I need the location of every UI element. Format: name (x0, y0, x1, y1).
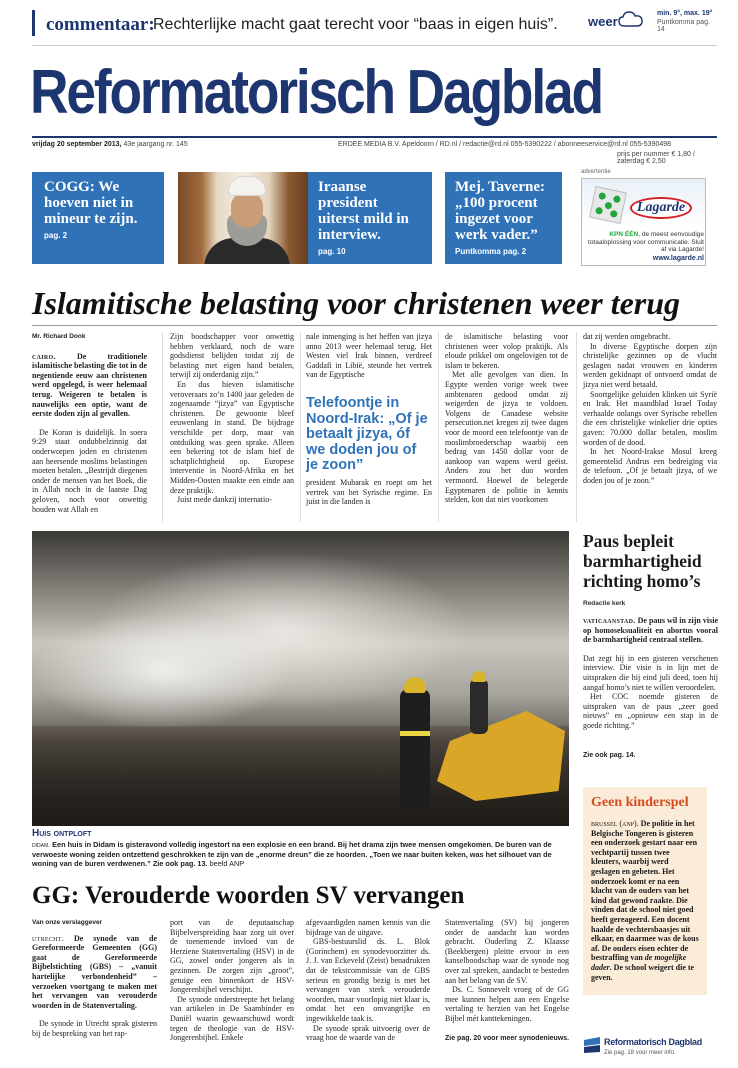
photo-helmet (472, 671, 486, 682)
article-column (445, 332, 568, 505)
article-paragraph: Met alle gevolgen van dien. In Egypte werden vorige week twee ambtenaren gedood omdat zij weigerden de jizya te voldoen. Volgens de Canadese website persecution.net kregen zij twee dagen voor de moord een telefoontje van de moslimbroederschap waarbij een bedrag van 1450 dollar voor de aankoop van wapens werd geëist. Anders zou het duo worden vermoord. Hoewel de belegerde Egyptenaren de politie in kennis stelden, kon dat niet voorkomen (445, 370, 568, 505)
article-column (445, 918, 569, 1024)
article-column (170, 332, 294, 505)
teaser-ref: Puntkomma pag. 2 (455, 247, 527, 256)
side-headline[interactable]: Paus bepleit barmhartigheid richting homo’s (583, 531, 702, 591)
advertisement[interactable] (581, 178, 706, 266)
article-column (32, 332, 147, 514)
second-headline[interactable]: GG: Verouderde woorden SV vervangen (32, 882, 465, 909)
photo-caption: didam. Een huis in Didam is gisteravond volledig ingestort na een explosie en een brand. Bij het drama zijn twee mensen omgekomen. De buren van de verwoeste woning zeiden ontzettend geschrokken te zijn van de „enorme dreun” die ze hoorden. „Toen we naar buiten keken, was het silhouet van de woning van de buren verdwenen.” Zie ook pag. 13. beeld ANP (32, 840, 552, 868)
teaser-headline: Mej. Taverne: „100 procent ingezet voor werk vader.” (455, 179, 545, 243)
ad-url[interactable]: www.lagarde.nl (652, 255, 704, 262)
issue-date: vrijdag 20 september 2013, 43e jaargang nr. 145 (32, 141, 188, 148)
teaser-headline: COGG: We hoeven niet in mineur te zijn. (44, 179, 138, 227)
column-rule (576, 332, 577, 522)
teaser-taverne[interactable] (445, 172, 562, 264)
weather-label: weer (588, 14, 618, 29)
article-paragraph: In diverse Egyptische dorpen zijn christelijke gezinnen op de vlucht geslagen nadat vrouwen en kinderen werden gekidnapt of ontvoerd omdat de jizya niet werd betaald. (583, 341, 717, 389)
sidebar-box-title: Geen kinderspel (591, 795, 689, 810)
article-paragraph: In het Noord-Irakse Mosul kreeg gemeentelid Andrus een bedreiging via de telefoon. „Of je betaalt jizya, of we doden jou of je zoon.” (583, 447, 717, 485)
article-column (306, 918, 430, 1043)
article-paragraph: Zijn boodschapper voor onwettig hebben verklaard, noch de ware godsdienst belijden totdat zij de belasting met eigen hand betalen, terwijl zij onderdanig zijn.” (170, 332, 294, 380)
price-info: prijs per nummer € 1,80 / zaterdag € 2,50 (617, 151, 695, 165)
divider (32, 45, 717, 46)
footer-logo-subtitle: Zie pag. 18 voor meer info. (604, 1050, 676, 1056)
president-photo[interactable] (178, 172, 308, 264)
article-paragraph: Juist mede dankzij internatio- (177, 495, 272, 505)
article-paragraph: De Koran is duidelijk. In soera 9:29 staat ondubbelzinnig dat onderworpen joden en christenen aan heersende moslims belastingen moeten betalen. „Bestrijdt diegenen onder de mensen van het Boek, die in Allah noch in de laatste Dag geloven, noch voor onwettig houden wat Allah en (32, 427, 147, 514)
byline: Mr. Richard Donk (32, 333, 86, 340)
dateline-bar (32, 136, 717, 165)
teaser-ref: pag. 2 (44, 231, 68, 240)
article-paragraph: Dat zegt hij in een gisteren verschenen interview. Die visie is in lijn met de uitspraken die hij eind juli deed, toen hij aangaf homo’s niet te willen veroordelen. (583, 653, 718, 692)
article-paragraph: Statenvertaling (SV) bij jongeren onder de aandacht kan worden gebracht. Ouderling Z. Klaasse (Beekbergen) pleitte ervoor in een kanselboodschap waar de synode nog over zal spreken, aandacht te besteden aan het belang van de SV. (445, 918, 569, 985)
article-lead: vaticaanstad. De paus wil in zijn visie op homoseksualiteit en abortus vooral de barmhartigheid centraal stellen. (583, 616, 718, 645)
teaser-iran[interactable] (308, 172, 432, 264)
column-rule (300, 332, 301, 522)
photo-reflective-stripe (400, 731, 430, 736)
weather-reference: Puntkomma pag. 14 (657, 19, 710, 33)
article-lead: cairo. De traditionele islamitische belasting die tot in de negentiende eeuw aan christenen werd opgelegd, is weer helemaal terug. Weigeren te betalen is nauwelijks een optie, want de eerste doden zijn al gevallen. (32, 351, 147, 419)
ad-logo: Lagarde (630, 197, 692, 219)
article-paragraph: GBS-bestuurslid ds. L. Blok (Gorinchem) en synodevoorzitter ds. J. J. van Eckeveld (Zeist) benadrukten dat de tekstcommissie van de GBS serieus en grondig bezig is met het vervangen van sterk verouderde woorden, maar voorlopig niet klaar is, omdat het een omvangrijke en ingewikkelde taak is. (306, 937, 430, 1023)
see-also-ref[interactable]: Zie ook pag. 14. (583, 752, 636, 759)
byline: Redactie kerk (583, 600, 626, 607)
article-paragraph: afgevaardigden namen kennis van die bijdrage van de uitgave. (306, 918, 430, 937)
article-column (583, 332, 717, 486)
news-photo-explosion[interactable] (32, 531, 569, 826)
commentary-link[interactable]: Rechterlijke macht gaat terecht voor “baas in eigen huis”. (153, 16, 558, 33)
masthead-title[interactable]: Reformatorisch Dagblad (30, 58, 602, 127)
see-also-ref[interactable]: Zie pag. 20 voor meer synodenieuws. (445, 1035, 570, 1042)
article-paragraph: port van de deputaatschap Bijbelverspreiding haar zorg uit over de toenemende invloed van de Herziene Statenvertaling (HSV) in de GG, zowel onder jongeren als in gezinnen. De zorgen zijn „groot”, getuige een binnenkort de HSV-Jongerenbijbel verschijnt. (170, 918, 294, 995)
photo-caption-title: Huis ontploft (32, 828, 92, 839)
dateline-rule (32, 136, 717, 138)
byline: Van onze verslaggever (32, 919, 103, 926)
article-paragraph: president Mubarak en roept om het vertrek van het Syrische regime. En juist in die landen is (306, 478, 432, 507)
sidebar-box-text: brussel (anp). De politie in het Belgische Tongeren is gisteren een onderzoek gestart naar een vechtpartij tussen twee kleuters, waarbij werd geslagen en gebeten. Het onderzoek komt er na een klacht van de ouders van het kind dat gewond raakte. Die vinden dat de school niet goed heeft gereageerd. Een docent haalde de vechtersbaasjes uit elkaar, en daarmee was de kous af. De ouders eisen echter de bestraffing van de mogelijke dader. De school weigert die te geven. (591, 819, 699, 982)
photo-turban (228, 176, 266, 196)
sidebar-box (583, 787, 707, 995)
teaser-headline: Iraanse president uiterst mild in interview. (318, 179, 409, 243)
article-paragraph: De synode sprak uitvoerig over de vraag hoe de waarde van de (306, 1023, 430, 1043)
dice-icon (589, 186, 627, 224)
teaser-cogg[interactable] (32, 172, 164, 264)
lead-headline[interactable]: Islamitische belasting voor christenen weer terug (32, 285, 681, 321)
article-paragraph: De synode in Utrecht sprak gisteren bij de bespreking van het rap- (32, 1019, 157, 1038)
footer-logo-title: Reformatorisch Dagblad (604, 1037, 702, 1047)
article-paragraph: nale inmenging is het heffen van jizya anno 2013 weer helemaal terug. Het Westen viel Irak binnen, verdreef Gaddafi in Libië, steunde het vertrek van de Egyptische (306, 332, 432, 380)
pull-quote: Telefoontje in Noord-Irak: „Of je betaalt jizya, óf we doden jou of je zoon” (306, 395, 428, 473)
top-bar (32, 6, 717, 40)
ad-text: KPN ÉÉN, de meest eenvoudige totaaloplossing voor communicatie. Sluit af via Lagarde! (588, 231, 704, 253)
weather-temperature: min. 9°, max. 19° (657, 10, 713, 17)
column-rule (438, 332, 439, 522)
article-column (306, 332, 432, 380)
contact-info: ERDEE MEDIA B.V. Apeldoorn / RD.nl / redactie@rd.nl 055-5390222 / abonneeservice@rd.nl 055-5390498 (338, 141, 672, 148)
photo-face (231, 192, 263, 228)
photo-excavator (437, 701, 565, 801)
article-paragraph: dat zij werden omgebracht. (583, 332, 671, 341)
article-paragraph: Het COC noemde gisteren de uitspraken van de paus „zeer goed nieuws” en „opnieuw een stap in de goede richting.” (583, 692, 718, 730)
teaser-ref: pag. 10 (318, 247, 346, 256)
photo-smoke (32, 611, 292, 731)
article-paragraph: En dus hieven islamitische veroveraars zo’n 1400 jaar geleden de zogenaamde “jizya” van Egyptische christenen. De gewoonte bleef eeuwenlang in stand. De bijdrage verschilde per dorp, maar van ontduiking was geen sprake. Alleen een bekering tot de islam hief de schatplichtigheid op. Europese interventie in Noord-Afrika en het Midden-Oosten maakte een einde aan deze praktijk. (170, 379, 294, 495)
rd-logo-icon (583, 1036, 601, 1054)
divider (32, 325, 717, 326)
article-paragraph: de islamitische belasting voor christenen weer volop praktijk. Als eloude prikkel om ongelovigen tot de islam te bekeren. (445, 332, 568, 370)
article-column (170, 918, 294, 1043)
ad-label: advertentie (581, 169, 611, 175)
article-paragraph: De synode onderstreepte het belang van artikelen in De Saambinder en Daniël waarin gewaarschuwd wordt tegen de theologie van de HSV-Jongerenbijbel. Enkele (170, 994, 294, 1043)
accent-line (32, 10, 35, 36)
photo-firefighter (470, 679, 488, 734)
article-lead: utrecht. De synode van de Gereformeerde Gemeenten (GG) gaat de Gereformeerde Bijbelstichting (GBS) – „vanuit hartelijke verbondenheid” – verzoeken voortgang te maken met het vervangen van verouderde woorden in de Statenvertaling. (32, 933, 157, 1010)
commentary-label: commentaar: (46, 14, 155, 35)
article-paragraph: Soortgelijke geluiden klinken uit Syrië en Irak. Het maandblad Israel Today verhaalde onlangs over Syrische rebellen die een christelijke winkelier drie opties gaven: 70.000 dollar betalen, moslim worden of de dood. (583, 389, 717, 447)
photo-firefighter (400, 689, 430, 809)
photo-helmet (404, 677, 426, 693)
article-column (32, 918, 157, 1039)
cloud-icon (618, 10, 644, 28)
column-rule (162, 332, 163, 522)
article-column (306, 478, 432, 507)
side-article-body (583, 616, 718, 731)
article-paragraph: Ds. C. Sonnevelt vroeg of de GG mee kunnen helpen aan een Engelse vertaling te herzien van het Engelse Bijbel mét kanttekeningen. (445, 985, 569, 1023)
footer-logo[interactable] (583, 1035, 718, 1063)
